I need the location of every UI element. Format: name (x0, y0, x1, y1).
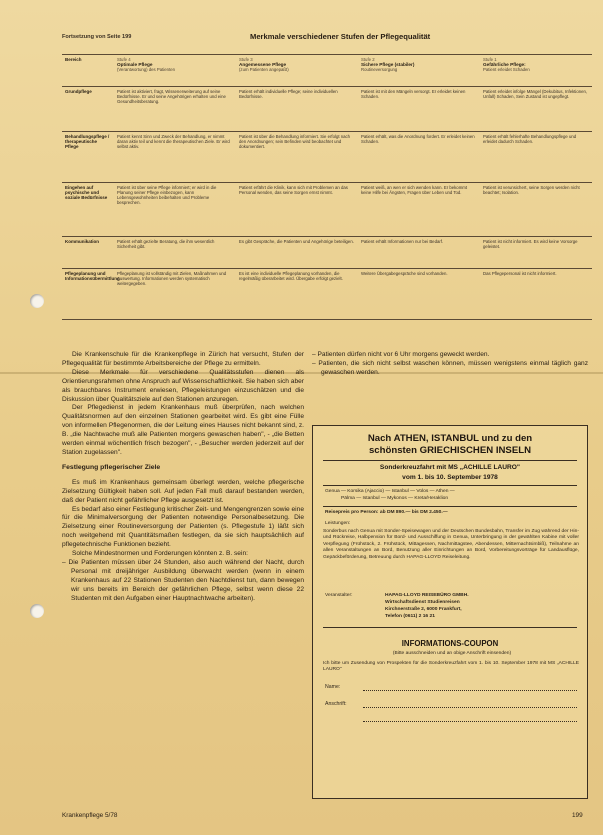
organizer-phone: Telefon (0611) 2 16 21 (385, 614, 435, 619)
requirements-list-continued (312, 351, 588, 378)
route-line: Pälma — Istanbul — Mykonos — Kreta/Heraklion (341, 496, 449, 501)
paragraph: Die Krankenschule für die Krankenpflege in Zürich hat versucht, Stufen der Pflegequalität für bestimmte Arbeitsbereiche der Pflege zu ermitteln. (62, 351, 304, 367)
price-line: Reisepreis pro Person: ab DM 890.— bis DM 2.450.— (325, 510, 448, 515)
table-cell: Patient erleidet infolge Mängel (Dekubitus, Infektionen, Unfall) Schaden, Sein Zustand ist ungepflegt. (483, 89, 588, 99)
divider (323, 627, 577, 628)
address-label: Anschrift: (325, 701, 347, 707)
table-cell: Patient ist aktiviert, fragt, Wissenerweiterung auf seine Bedürfnisse. Er und seine Angehörigen erhalten und eine Gesundheitsberatung. (117, 89, 226, 104)
cruise-dates: vom 1. bis 10. September 1978 (402, 474, 498, 481)
name-field[interactable] (363, 690, 577, 691)
coupon-hint: (Bitte ausschneiden und an obige Anschrift einsenden) (392, 651, 512, 656)
table-cell: Es gibt Gespräche, die Patienten und Angehörige beteiligen. (239, 239, 354, 244)
cruise-advertisement (312, 425, 588, 799)
ad-headline: schönsten GRIECHISCHEN INSELN (368, 445, 532, 456)
header-cell-stufe2: Stufe 2 Sichere Pflege (stabiler) Routineversorgung (361, 57, 415, 72)
services-text: Sonderbus nach Genua mit Sonder-Speisewagen und der Deutschen Bundesbahn, Transfer im Zug während der Hin- und Rückreise, Halbpension für Bord- und Ausschiffung in Genua, Unterbringung in der gewählten Kabine mit voller Verpflegung (Frühstück, 2. Frühstück, Mittagessen, Nachmittagstee, Abendessen, Mitternachtsimbiß), Teilnahme an allen Veranstaltungen an Bord, Benutzung aller Einrichtungen an Bord, Vorbereitungsvorträge für Landausflüge, Gepäckbeförderung, Betreuung durch HAPAG-LLOYD Reiseleitung. (323, 529, 579, 560)
organizer-label: Veranstalter: (325, 593, 353, 598)
table-cell: Patient ist nicht informiert. Es wird keine Vorsorge geleistet. (483, 239, 578, 249)
table-cell: Patient kennt Sinn und Zweck der Behandlung, er nimmt daran aktiv teil und kennt die therapeutischen Ziele. Er wird selbst aktiv. (117, 134, 230, 149)
table-header-row (62, 55, 592, 87)
header-cell-area: Bereich (65, 57, 82, 62)
table-row (62, 269, 592, 320)
row-area: Eingehen auf psychische und soziale Bedürfnisse (65, 185, 108, 200)
organizer-dept: Wirtschaftsdienst Studienreisen (385, 600, 460, 605)
journal-footer: Krankenpflege 5/78 (62, 812, 118, 819)
list-item: – Die Patienten müssen über 24 Stunden, also auch während der Nacht, durch Personal mit dreijähriger Ausbildung überwacht werden (wenn in einem Krankenhaus auf 22 Stationen Studenten den Nachtdienst tun, dann bewegen wir uns bereits im Bereich der gefährlichen Pflege, selbst wenn diese 22 Studenten mit den Aufgaben einer Hauptnachtwache arbeiten). (62, 558, 304, 602)
row-area: Grundpflege (65, 89, 92, 94)
table-cell: Es ist eine individuelle Pflegeplanung vorhanden, die regelmäßig überarbeitet wird. Übergabe erfolgt gezielt. (239, 271, 343, 281)
organizer-address: Kirchnerstraße 2, 6000 Frankfurt, (385, 607, 462, 612)
table-cell: Patient ist mit den Mängeln versorgt. Er erleidet keinen Schaden. (361, 89, 466, 99)
divider (323, 460, 577, 461)
header-cell-stufe1: Stufe 1 Gefährliche Pflege: Patient erleidet Schaden (483, 57, 530, 72)
section-heading: Festlegung pflegerischer Ziele (62, 463, 161, 471)
coupon-title: INFORMATIONS-COUPON (401, 639, 499, 648)
row-area: Behandlungspflege / therapeutische Pflege (65, 134, 110, 149)
table-cell: Patient ist über seine Pflege informiert; er wird in die Planung seiner Pflege einbezogen, kann Lebensgewohnheiten beibehalten und Probleme besprechen. (117, 185, 217, 205)
route-line: Genua — Korsika (Ajaccio) — Istanbul — Volos — Athen — (325, 489, 455, 494)
table-row (62, 237, 592, 269)
right-text-column (312, 351, 588, 378)
table-cell: Patient ist über die Behandlung informiert. Sie erfolgt nach den Anordnungen; sein Befinden wird beobachtet und dokumentiert. (239, 134, 351, 149)
paragraph: Der Pflegedienst in jedem Krankenhaus muß überprüfen, nach welchen Qualitätsnormen auf den einzelnen Stationen gearbeitet wird. Es gibt eine Fülle von informellen Pflegenormen, die der Leitung eines Hauses nicht bekannt sind, z. B. „die Nachtwache muß alle Patienten morgens gewaschen haben", - „die Betten werden einmal wöchentlich frisch bezogen", - „Besucher werden jederzeit auf der Station zugelassen". (62, 404, 304, 456)
table-cell: Patient erhält fehlerhafte Behandlungspflege und erleidet dadurch Schaden. (483, 134, 577, 144)
punch-hole (30, 294, 44, 308)
quality-table (62, 54, 592, 320)
paragraph: Es bedarf also einer Festlegung kritischer Zeit- und Mengengrenzen sowie eine für die Minimalversorgung der Patienten notwendige Personalbesetzung. Die Zielsetzung einer Routineversorgung der Patienten (s. Pflegestufe 1) läßt sich noch weitgehend mit Quantitätsmaßen festlegen, da sie sich hauptsächlich auf pflegetechnische Funktionen bezieht. (62, 505, 304, 549)
table-row (62, 87, 592, 132)
table-cell: Weitere Übergabegespräche sind vorhanden. (361, 271, 448, 276)
organizer-name: HAPAG-LLOYD REISEBÜRO GMBH. (385, 593, 469, 598)
requirements-list (62, 559, 304, 604)
row-area: Kommunikation (65, 239, 100, 244)
divider (323, 485, 577, 486)
table-cell: Pflegeplanung ist vollständig mit Zielen, Maßnahmen und Auswertung. Informationen werden systematisch weitergegeben. (117, 271, 227, 286)
left-text-column (62, 351, 304, 603)
table-cell: Patient ist verunsichert, seine Sorgen werden nicht beachtet; Isolation. (483, 185, 580, 195)
punch-hole (30, 604, 44, 618)
name-label: Name: (325, 684, 341, 690)
table-cell: Patient erhält, was die Anordnung fordert. Er erleidet keinen Schaden. (361, 134, 475, 144)
table-title: Merkmale verschiedener Stufen der Pflegequalität (250, 32, 431, 41)
coupon-text: Ich bitte um Zusendung von Prospekten für die Sonderkreuzfahrt vom 1. bis 10. September 1978 mit MS „ACHILLE LAURO" (323, 661, 579, 673)
table-cell: Patient weiß, an wen er sich wenden kann. Er bekommt keine Hilfe bei Ängsten, Fragen über Leben und Tod. (361, 185, 468, 195)
table-row (62, 183, 592, 237)
continued-note: Fortsetzung von Seite 199 (62, 34, 132, 40)
paragraph: Diese Merkmale für verschiedene Qualitätsstufen dienen als Orientierungsrahmen ohne Anspruch auf Wissenschaftlichkeit. Sie haben sich aber als brauchbares Instrument erwiesen, Pflegeleistungen einzuschätzen und die Diskussion über Qualitätsziele auf den Stationen anzuregen. (62, 368, 304, 403)
list-item: – Patienten dürfen nicht vor 6 Uhr morgens geweckt werden. (312, 351, 490, 358)
row-area: Pflegeplanung und Informationsübermittlung (65, 271, 120, 281)
cruise-name: Sonderkreuzfahrt mit MS „ACHILLE LAURO" (379, 464, 521, 471)
header-cell-stufe3: Stufe 3 Angemessene Pflege (zum Patienten angepaßt) (239, 57, 289, 72)
list-item: – Patienten, die sich nicht selbst waschen können, müssen wenigstens einmal täglich ganz gewaschen werden. (312, 359, 588, 376)
header-cell-stufe4: Stufe 4 Optimale Pflege (Verantwortung) des Patienten (117, 57, 176, 72)
services-label: Leistungen: (325, 521, 351, 526)
table-cell: Patient erhält gezielte Beratung, die ihm wesentlich Sicherheit gibt. (117, 239, 215, 249)
table-row (62, 132, 592, 183)
address-field-2[interactable] (363, 721, 577, 722)
page-number: 199 (572, 812, 583, 819)
table-cell: Patient erfährt die Klinik, kann sich mit Problemen an das Personal wenden, das seine Sorgen ernst nimmt. (239, 185, 348, 195)
paragraph: Es muß im Krankenhaus gemeinsam überlegt werden, welche pflegerische Zielsetzung Gültigkeit haben soll. Auf jeden Fall muß darauf bestanden werden, daß der Patient nicht gefährlicher Pflege ausgesetzt ist. (62, 478, 304, 504)
table-cell: Patient erhält Informationen nur bei Bedarf. (361, 239, 444, 244)
ad-headline: Nach ATHEN, ISTANBUL und zu den (367, 433, 533, 444)
table-cell: Das Pflegepersonal ist nicht informiert. (483, 271, 557, 276)
divider (323, 506, 577, 507)
table-cell: Patient erhält individuelle Pflege; seine individuellen Bedürfnisse. (239, 89, 338, 99)
address-field[interactable] (363, 707, 577, 708)
paragraph: Solche Mindestnormen und Forderungen könnten z. B. sein: (72, 550, 248, 558)
